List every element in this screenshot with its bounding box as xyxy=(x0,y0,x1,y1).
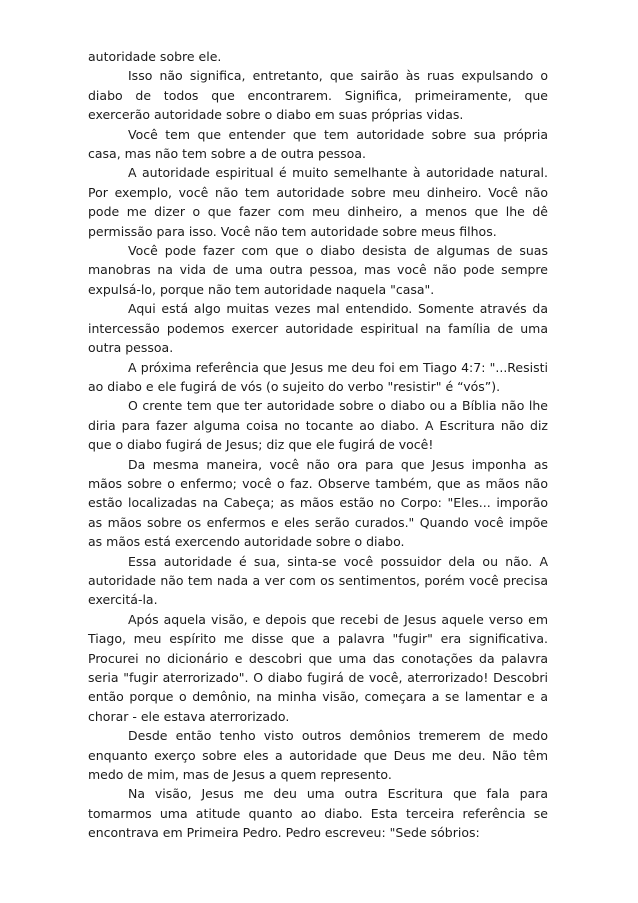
paragraph: Após aquela visão, e depois que recebi de Jesus aquele verso em Tiago, meu espírito me disse que a palavra "fugir" era significativa. Procurei no dicionário e descobri que uma das conotações da palavra seria "fugir aterrorizado". O diabo fugirá de você, aterrorizado! Descobri então porque o demônio, na minha visão, começara a se lamentar e a chorar - ele estava aterrorizado. xyxy=(88,611,548,724)
paragraph: Você pode fazer com que o diabo desista de algumas de suas manobras na vida de uma outra pessoa, mas você não pode sempre expulsá-lo, porque não tem autoridade naquela "casa". xyxy=(88,243,548,297)
paragraph: O crente tem que ter autoridade sobre o diabo ou a Bíblia não lhe diria para fazer alguma coisa no tocante ao diabo. A Escritura não diz que o diabo fugirá de Jesus; diz que ele fugirá de você! xyxy=(88,398,548,453)
paragraph: Desde então tenho visto outros demônios tremerem de medo enquanto exerço sobre eles a autoridade que Deus me deu. Não têm medo de mim, mas de Jesus a quem represento. xyxy=(88,728,548,783)
paragraph: A autoridade espiritual é muito semelhante à autoridade natural. Por exemplo, você não tem autoridade sobre meu dinheiro. Você não pode me dizer o que fazer com meu dinheiro, a menos que lhe dê permissão para isso. Você não tem autoridade sobre meus filhos. xyxy=(88,165,548,239)
paragraph: A próxima referência que Jesus me deu foi em Tiago 4:7: "...Resisti ao diabo e ele fugirá de vós (o sujeito do verbo "resistir" é “vós”). xyxy=(88,359,548,394)
paragraph: Isso não significa, entretanto, que sairão às ruas expulsando o diabo de todos que encontrarem. Significa, primeiramente, que exercerão autoridade sobre o diabo em suas próprias vidas. xyxy=(88,68,548,123)
paragraph: autoridade sobre ele. xyxy=(88,49,222,64)
paragraph: Você tem que entender que tem autoridade sobre sua própria casa, mas não tem sobre a de outra pessoa. xyxy=(88,126,548,162)
body-text xyxy=(88,47,548,843)
paragraph: Aqui está algo muitas vezes mal entendido. Somente através da intercessão podemos exercer autoridade espiritual na família de uma outra pessoa. xyxy=(88,301,548,356)
paragraph: Da mesma maneira, você não ora para que Jesus imponha as mãos sobre o enfermo; você o faz. Observe também, que as mãos não estão localizadas na Cabeça; as mãos estão no Corpo: "Eles... imporão as mãos sobre os enfermos e eles serão curados." Quando você impõe as mãos está exercendo autoridade sobre o diabo. xyxy=(88,456,548,550)
paragraph: Na visão, Jesus me deu uma outra Escritura que fala para tomarmos uma atitude quanto ao diabo. Esta terceira referência se encontrava em Primeira Pedro. Pedro escreveu: "Sede sóbrios: xyxy=(88,786,548,841)
paragraph: Essa autoridade é sua, sinta-se você possuidor dela ou não. A autoridade não tem nada a ver com os sentimentos, porém você precisa exercitá-la. xyxy=(88,553,548,608)
